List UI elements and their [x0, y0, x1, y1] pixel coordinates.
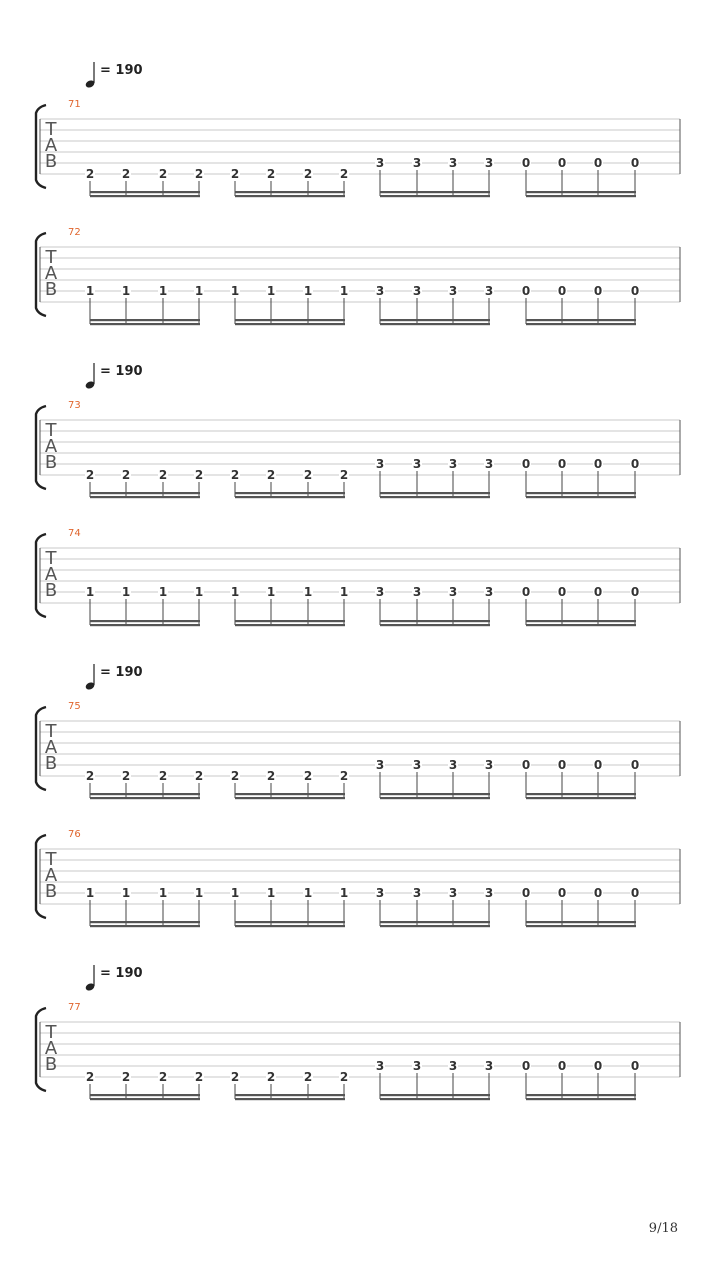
tab-clef-letter: B [44, 151, 58, 172]
fret-number: 1 [194, 886, 204, 900]
fret-number: 0 [593, 886, 603, 900]
fret-number: 2 [230, 167, 240, 181]
fret-number: 2 [85, 167, 95, 181]
fret-number: 2 [85, 468, 95, 482]
measure-number: 77 [68, 1002, 81, 1013]
fret-number: 0 [630, 457, 640, 471]
fret-number: 2 [339, 769, 349, 783]
fret-number: 1 [158, 886, 168, 900]
beam [380, 624, 490, 626]
fret-number: 0 [630, 886, 640, 900]
fret-number: 3 [484, 284, 494, 298]
fret-number: 3 [375, 284, 385, 298]
tab-clef-letter: T [45, 548, 57, 569]
fret-number: 3 [448, 1059, 458, 1073]
fret-number: 1 [158, 585, 168, 599]
fret-number: 3 [375, 1059, 385, 1073]
fret-number: 1 [158, 284, 168, 298]
fret-number: 0 [521, 886, 531, 900]
staff-system [36, 965, 680, 1100]
measure-number: 73 [68, 400, 81, 411]
beam [235, 1098, 345, 1100]
staff-system [36, 664, 680, 799]
fret-number: 2 [339, 167, 349, 181]
beam [90, 319, 200, 321]
fret-number: 1 [339, 585, 349, 599]
tab-clef-letter: B [44, 1054, 58, 1075]
tab-clef-letter: B [44, 580, 58, 601]
fret-number: 3 [375, 457, 385, 471]
tempo-marking [85, 965, 143, 992]
fret-number: 0 [630, 156, 640, 170]
beam [526, 1094, 636, 1096]
beam [235, 496, 345, 498]
beam [526, 492, 636, 494]
fret-number: 3 [448, 886, 458, 900]
fret-number: 3 [484, 758, 494, 772]
fret-number: 0 [557, 758, 567, 772]
fret-number: 2 [266, 468, 276, 482]
tab-clef-letter: T [45, 849, 57, 870]
fret-number: 3 [448, 284, 458, 298]
fret-number: 0 [557, 1059, 567, 1073]
measure-number: 76 [68, 829, 81, 840]
fret-number: 0 [521, 1059, 531, 1073]
staff-system [36, 363, 680, 498]
fret-number: 0 [521, 585, 531, 599]
tab-clef-letter: A [44, 436, 58, 457]
fret-number: 3 [448, 457, 458, 471]
tempo-marking [85, 363, 143, 390]
measure-number: 75 [68, 701, 81, 712]
fret-number: 0 [593, 585, 603, 599]
fret-number: 2 [266, 1070, 276, 1084]
beam [526, 1098, 636, 1100]
fret-number: 1 [121, 585, 131, 599]
fret-number: 1 [230, 585, 240, 599]
fret-number: 3 [375, 886, 385, 900]
beam [235, 925, 345, 927]
beam [526, 624, 636, 626]
beam [526, 323, 636, 325]
beam [235, 793, 345, 795]
beam [235, 319, 345, 321]
fret-number: 0 [521, 758, 531, 772]
staff-system [36, 227, 680, 325]
beam [526, 195, 636, 197]
tab-clef-letter: A [44, 135, 58, 156]
fret-number: 0 [557, 284, 567, 298]
beam [90, 195, 200, 197]
beam [90, 1094, 200, 1096]
fret-number: 2 [158, 468, 168, 482]
fret-number: 0 [521, 156, 531, 170]
fret-number: 0 [557, 156, 567, 170]
fret-number: 0 [630, 585, 640, 599]
fret-number: 1 [303, 886, 313, 900]
beam [380, 195, 490, 197]
fret-number: 0 [593, 758, 603, 772]
fret-number: 1 [266, 886, 276, 900]
fret-number: 2 [194, 468, 204, 482]
beam [526, 793, 636, 795]
beam [526, 191, 636, 193]
fret-number: 2 [303, 1070, 313, 1084]
fret-number: 0 [557, 886, 567, 900]
beam [526, 620, 636, 622]
page-number: 9/18 [648, 1221, 678, 1236]
tab-clef-letter: B [44, 279, 58, 300]
fret-number: 0 [630, 758, 640, 772]
fret-number: 1 [85, 886, 95, 900]
tab-clef-letter: A [44, 737, 58, 758]
beam [380, 921, 490, 923]
tab-clef-letter: T [45, 721, 57, 742]
fret-number: 2 [85, 769, 95, 783]
beam [90, 624, 200, 626]
fret-number: 3 [412, 156, 422, 170]
beam [380, 620, 490, 622]
fret-number: 3 [484, 886, 494, 900]
fret-number: 2 [158, 167, 168, 181]
tempo-marking [85, 664, 143, 691]
measure-number: 71 [68, 99, 81, 110]
fret-number: 1 [121, 886, 131, 900]
beam [90, 797, 200, 799]
fret-number: 1 [303, 585, 313, 599]
fret-number: 3 [375, 585, 385, 599]
beam [235, 624, 345, 626]
beam [235, 797, 345, 799]
fret-number: 3 [412, 585, 422, 599]
beam [90, 323, 200, 325]
fret-number: 2 [121, 769, 131, 783]
fret-number: 3 [448, 156, 458, 170]
fret-number: 1 [85, 585, 95, 599]
tempo-marking [85, 62, 143, 89]
tab-clef-letter: A [44, 564, 58, 585]
beam [526, 319, 636, 321]
fret-number: 0 [630, 1059, 640, 1073]
fret-number: 1 [85, 284, 95, 298]
beam [90, 793, 200, 795]
fret-number: 2 [303, 769, 313, 783]
tab-clef-letter: A [44, 263, 58, 284]
measure-number: 72 [68, 227, 81, 238]
fret-number: 2 [158, 769, 168, 783]
fret-number: 0 [593, 457, 603, 471]
fret-number: 3 [412, 758, 422, 772]
beam [90, 1098, 200, 1100]
fret-number: 0 [557, 585, 567, 599]
staff-system [36, 829, 680, 927]
fret-number: 1 [194, 585, 204, 599]
fret-number: 2 [266, 167, 276, 181]
fret-number: 2 [230, 1070, 240, 1084]
fret-number: 0 [521, 284, 531, 298]
measure-number: 74 [68, 528, 81, 539]
tempo-value: = 190 [100, 364, 143, 379]
beam [90, 921, 200, 923]
fret-number: 1 [339, 886, 349, 900]
fret-number: 2 [266, 769, 276, 783]
beam [235, 323, 345, 325]
fret-number: 1 [339, 284, 349, 298]
tab-clef-letter: T [45, 1022, 57, 1043]
fret-number: 2 [303, 468, 313, 482]
beam [90, 620, 200, 622]
tempo-value: = 190 [100, 966, 143, 981]
fret-number: 3 [484, 585, 494, 599]
staff-system [36, 62, 680, 197]
fret-number: 0 [630, 284, 640, 298]
beam [526, 496, 636, 498]
tab-clef-letter: T [45, 119, 57, 140]
fret-number: 2 [85, 1070, 95, 1084]
fret-number: 3 [375, 758, 385, 772]
beam [380, 1094, 490, 1096]
beam [90, 492, 200, 494]
fret-number: 3 [484, 1059, 494, 1073]
fret-number: 3 [484, 156, 494, 170]
fret-number: 1 [266, 284, 276, 298]
fret-number: 2 [303, 167, 313, 181]
tab-clef-letter: T [45, 247, 57, 268]
fret-number: 3 [448, 758, 458, 772]
fret-number: 2 [121, 167, 131, 181]
beam [90, 191, 200, 193]
fret-number: 2 [158, 1070, 168, 1084]
beam [380, 797, 490, 799]
tab-clef-letter: A [44, 1038, 58, 1059]
fret-number: 2 [194, 1070, 204, 1084]
fret-number: 3 [448, 585, 458, 599]
beam [90, 496, 200, 498]
fret-number: 3 [375, 156, 385, 170]
fret-number: 3 [412, 886, 422, 900]
fret-number: 3 [412, 284, 422, 298]
beam [235, 191, 345, 193]
fret-number: 3 [412, 457, 422, 471]
beam [380, 319, 490, 321]
fret-number: 0 [593, 284, 603, 298]
beam [235, 620, 345, 622]
beam [380, 191, 490, 193]
fret-number: 2 [194, 769, 204, 783]
fret-number: 0 [521, 457, 531, 471]
fret-number: 2 [339, 468, 349, 482]
tab-clef-letter: B [44, 881, 58, 902]
fret-number: 2 [339, 1070, 349, 1084]
tab-clef-letter: A [44, 865, 58, 886]
beam [235, 195, 345, 197]
beam [526, 797, 636, 799]
fret-number: 0 [593, 1059, 603, 1073]
fret-number: 2 [121, 1070, 131, 1084]
tempo-value: = 190 [100, 63, 143, 78]
tab-clef-letter: B [44, 753, 58, 774]
fret-number: 0 [557, 457, 567, 471]
beam [90, 925, 200, 927]
beam [235, 492, 345, 494]
fret-number: 3 [412, 1059, 422, 1073]
beam [380, 1098, 490, 1100]
beam [526, 925, 636, 927]
beam [380, 793, 490, 795]
fret-number: 2 [121, 468, 131, 482]
beam [235, 921, 345, 923]
beam [526, 921, 636, 923]
beam [380, 323, 490, 325]
fret-number: 2 [230, 468, 240, 482]
fret-number: 3 [484, 457, 494, 471]
beam [235, 1094, 345, 1096]
tab-clef-letter: B [44, 452, 58, 473]
tempo-value: = 190 [100, 665, 143, 680]
fret-number: 1 [121, 284, 131, 298]
fret-number: 1 [194, 284, 204, 298]
fret-number: 1 [303, 284, 313, 298]
fret-number: 1 [230, 886, 240, 900]
fret-number: 0 [593, 156, 603, 170]
beam [380, 925, 490, 927]
staff-system [36, 528, 680, 626]
tab-clef-letter: T [45, 420, 57, 441]
fret-number: 2 [230, 769, 240, 783]
beam [380, 492, 490, 494]
beam [380, 496, 490, 498]
fret-number: 1 [230, 284, 240, 298]
fret-number: 1 [266, 585, 276, 599]
fret-number: 2 [194, 167, 204, 181]
